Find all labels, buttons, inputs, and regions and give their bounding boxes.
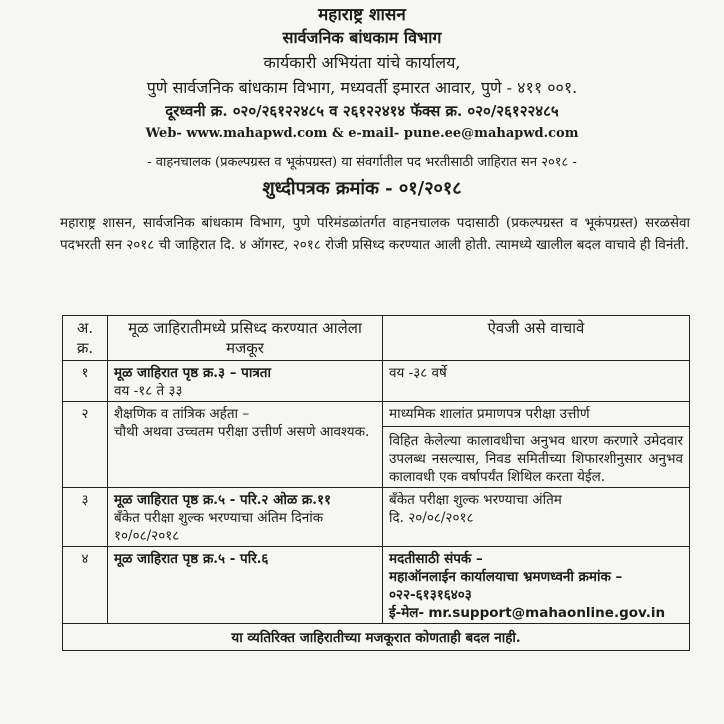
government-title: महाराष्ट्र शासन: [318, 5, 406, 25]
header-replacement: ऐवजी असे वाचावे: [383, 316, 690, 361]
corrigendum-number: शुध्दीपत्रक क्रमांक - ०१/२०१८: [262, 178, 462, 199]
phone-fax-line: दूरध्वनी क्र. ०२०/२६१२२४८५ व २६१२२४१४ फॅक्स क्र. ०२०/२६१२२४८५: [165, 102, 559, 120]
original-title: शैक्षणिक व तांत्रिक अर्हता –: [114, 406, 250, 422]
table-row: [63, 547, 690, 624]
email-line: [389, 603, 683, 621]
table-header-row: [63, 316, 690, 361]
office-title: कार्यकारी अभियंता यांचे कार्यालय,: [263, 53, 461, 72]
table-row: [63, 361, 690, 402]
row-sr: ४: [63, 547, 108, 624]
subject-line: - वाहनचालक (प्रकल्पग्रस्त व भूकंपग्रस्त) या संवर्गातील पद भरतीसाठी जाहिरात सन २०१८ -: [147, 155, 577, 170]
replacement-text: माध्यमिक शालांत प्रमाणपत्र परीक्षा उत्तीर्ण: [389, 406, 590, 422]
original-title: मूळ जाहिरात पृष्ठ क्र.५ - परि.६: [114, 551, 269, 567]
table-footer-row: [63, 624, 690, 651]
corrections-table: [62, 315, 690, 651]
header-sr: अ. क्र.: [63, 316, 108, 361]
row-replacement: [383, 547, 690, 624]
row-sr: २: [63, 402, 108, 488]
row-original: [108, 547, 383, 624]
row-original: [108, 361, 383, 402]
replacement-title: मदतीसाठी संपर्क –: [389, 551, 483, 567]
intro-paragraph: महाराष्ट्र शासन, सार्वजनिक बांधकाम विभाग, पुणे परिमंडळांतर्गत वाहनचालक पदासाठी (प्रकल्पग्रस्त व भूकंपग्रस्त) सरळसेवा पदभरती सन २०१८ ची जाहिरात दि. ४ ऑगस्ट, २०१८ रोजी प्रसिध्द करण्यात आली होती. त्यामध्ये खालील बदल वाचावे ही विनंती.: [60, 215, 690, 253]
department-title: सार्वजनिक बांधकाम विभाग: [282, 28, 442, 47]
support-email: mr.support@mahaonline.gov.in: [428, 605, 666, 621]
original-body: वय -१८ ते ३३: [114, 383, 183, 399]
original-title: मूळ जाहिरात पृष्ठ क्र.३ – पात्रता: [114, 365, 271, 381]
row-original: [108, 488, 383, 547]
footer-note: या व्यतिरिक्त जाहिरातीच्या मजकूरात कोणताही बदल नाही.: [63, 624, 690, 651]
row-replacement: [383, 488, 690, 547]
replacement-body: महाऑनलाईन कार्यालयाचा भ्रमणध्वनी क्रमांक – ०२२-६१३१६४०३: [389, 569, 623, 603]
row-replacement: वय -३८ वर्षे: [383, 361, 690, 402]
row-sr: ३: [63, 488, 108, 547]
web-email-line: Web- www.mahapwd.com & e-mail- pune.ee@mahapwd.com: [145, 126, 579, 141]
original-body: बँकेत परीक्षा शुल्क भरण्याचा अंतिम दिनांक १०/०८/२०१८: [114, 510, 324, 544]
replacement-text: दि. २०/०८/२०१८: [389, 510, 474, 526]
original-body: चौथी अथवा उच्चतम परीक्षा उत्तीर्ण असणे आवश्यक.: [114, 424, 370, 440]
email-label: ई-मेल-: [389, 605, 425, 621]
original-title: मूळ जाहिरात पृष्ठ क्र.५ - परि.२ ओळ क्र.११: [114, 492, 332, 508]
row-original: [108, 402, 383, 488]
header-original: मूळ जाहिरातीमध्ये प्रसिध्द करण्यात आलेला मजकूर: [108, 316, 383, 361]
replacement-extra: विहित केलेल्या कालावधीचा अनुभव धारण करणारे उमेदवार उपलब्ध नसल्यास, निवड समितीच्या शिफारशीनुसार अनुभव कालावधी एक वर्षापर्यंत शिथिल करता येईल.: [383, 426, 689, 485]
replacement-title: बँकेत परीक्षा शुल्क भरण्याचा अंतिम: [389, 492, 562, 508]
row-sr: १: [63, 361, 108, 402]
table-row: [63, 488, 690, 547]
office-address: पुणे सार्वजनिक बांधकाम विभाग, मध्यवर्ती इमारत आवार, पुणे - ४११ ००१.: [146, 78, 578, 97]
table-row: [63, 402, 690, 488]
row-replacement: [383, 402, 690, 488]
